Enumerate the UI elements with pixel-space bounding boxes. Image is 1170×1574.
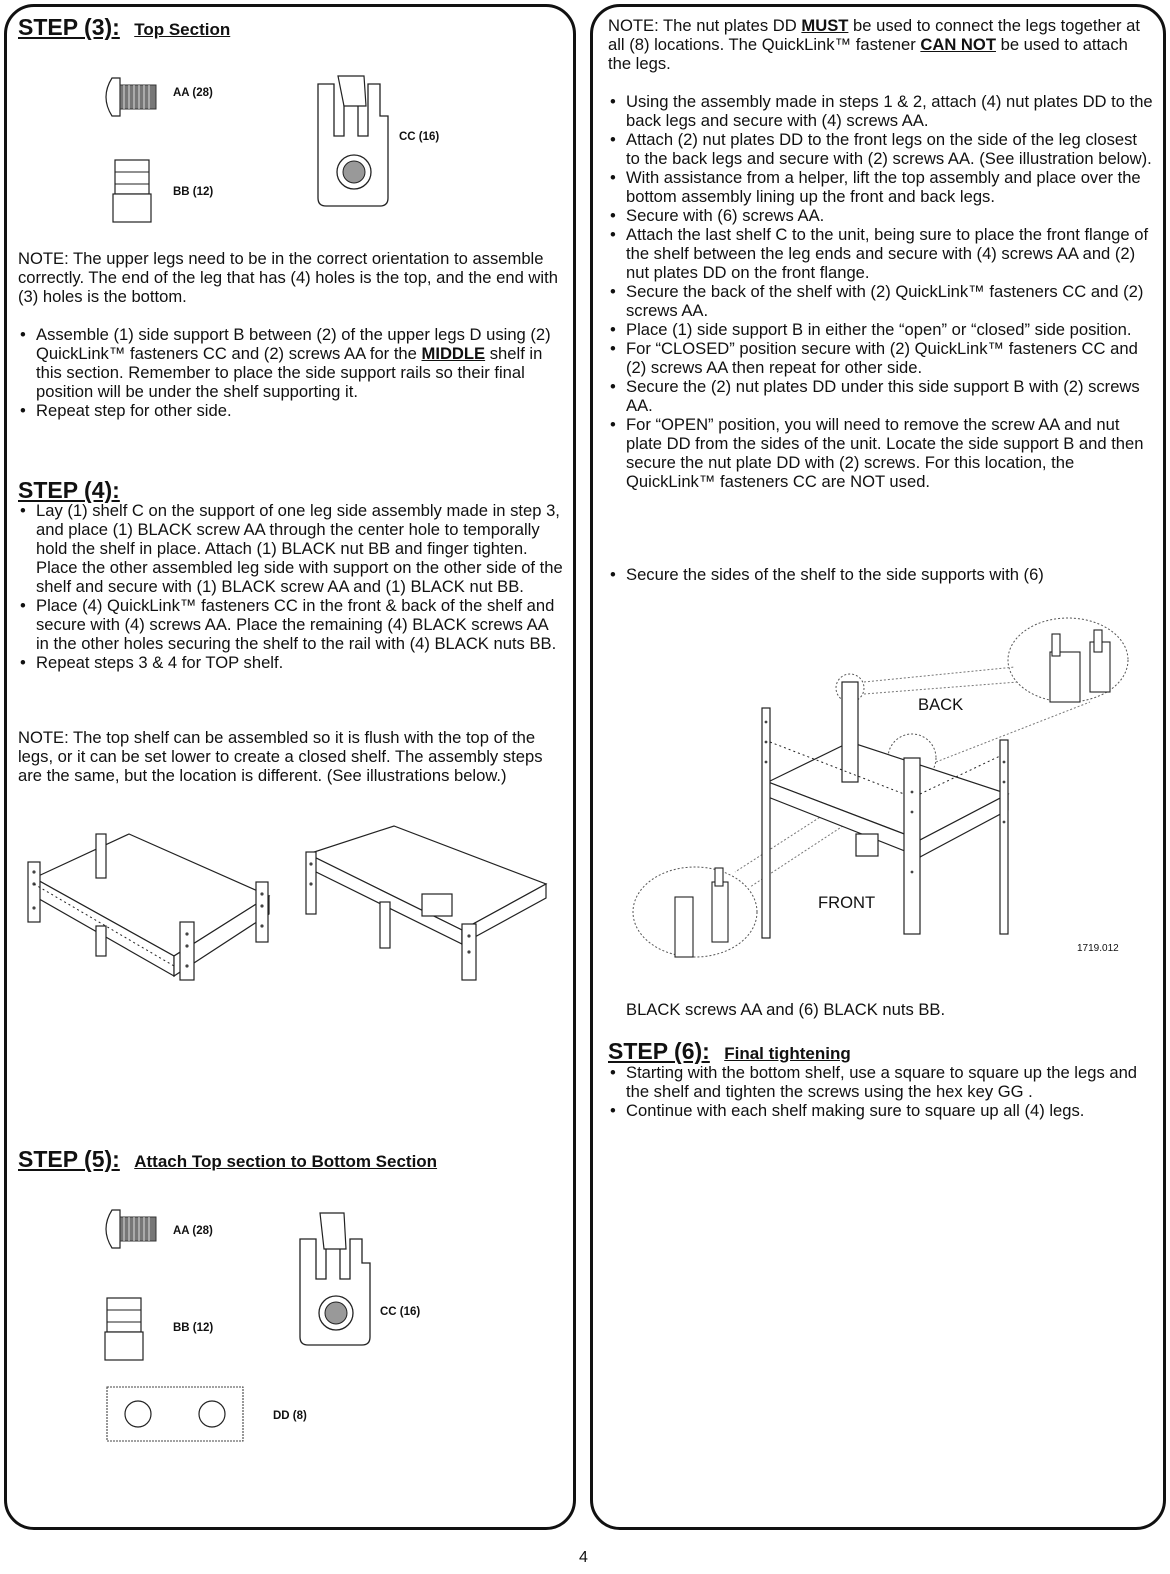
step3-subtitle: Top Section	[134, 20, 231, 39]
step3-bullet-1-part-b: shelf in this section. Remember to place the side support rails so their final position will be under the shelf supporting it.	[36, 344, 543, 401]
step5-instructions	[608, 92, 1153, 491]
part-label-aa: AA (28)	[173, 87, 213, 99]
part-label-bb-step5: BB (12)	[173, 1322, 214, 1334]
step3-instructions	[18, 325, 563, 420]
quicklink-cc-illustration	[314, 76, 394, 211]
middle-emphasis: MIDDLE	[421, 344, 486, 363]
step4-note	[18, 728, 563, 785]
step5-bullet-1: • Using the assembly made in steps 1 & 2, attach (4) nut plates DD to the back legs and secure with (4) screws AA.	[608, 92, 1153, 130]
step6-bullet-2: • Continue with each shelf making sure to square up all (4) legs.	[608, 1101, 1153, 1120]
step4-bullet-1: • Lay (1) shelf C on the support of one leg side assembly made in step 3, and place (1) BLACK screw AA through the center hole to temporally hold the shelf in place. Attach (1) BLACK nut BB and finger tighten. Place the other assembled leg side with support on the other side of the shelf and secure with (1) BLACK screw AA and (1) BLACK nut BB.	[18, 501, 563, 596]
step3-heading	[18, 14, 230, 41]
step6-title: STEP (6):	[608, 1038, 710, 1064]
shelf-lowered-illustration	[24, 826, 274, 986]
step4-bullet-3: • Repeat steps 3 & 4 for TOP shelf.	[18, 653, 563, 672]
step3-bullet-1	[18, 325, 563, 401]
step3-note-text: NOTE: The upper legs need to be in the correct orientation to assemble correctly. The end of the leg that has (4) holes is the top, and the end with (3) holes is the bottom.	[18, 249, 558, 306]
step4-instructions	[18, 501, 563, 672]
step5-bullet-2: • Attach (2) nut plates DD to the front legs on the side of the leg closest to the back legs and secure with (2) screws AA. (See illustration below).	[608, 130, 1153, 168]
step4-title: STEP (4):	[18, 477, 120, 503]
screw-aa-illustration-step5	[100, 1208, 160, 1250]
step6-subtitle: Final tightening	[724, 1044, 851, 1063]
nut-plate-note-part-c: be used to attach the legs.	[608, 35, 1128, 73]
shelf-flush-illustration	[302, 824, 552, 954]
step3-title: STEP (3):	[18, 14, 120, 40]
nut-plate-note-part-a: NOTE: The nut plates DD	[608, 16, 797, 35]
step5-bullet-8: • For “CLOSED” position secure with (2) QuickLink™ fasteners CC and (2) screws AA then repeat for other side.	[608, 339, 1153, 377]
quicklink-cc-illustration-step5	[296, 1213, 376, 1348]
part-label-dd: DD (8)	[273, 1410, 307, 1422]
front-label: FRONT	[818, 893, 876, 912]
figure-code: 1719.012	[1077, 943, 1119, 954]
step4-note-text: NOTE: The top shelf can be assembled so it is flush with the top of the legs, or it can be set lower to create a closed shelf. The assembly steps are the same, but the location is different. (See illustrations below.)	[18, 728, 543, 785]
step5-bullet-10: • For “OPEN” position, you will need to remove the screw AA and nut plate DD from the sides of the unit. Locate the side support B and then secure the nut plate DD with (2) screws. For this location, the QuickLink™ fasteners CC are NOT used.	[608, 415, 1153, 491]
back-label: BACK	[918, 695, 964, 714]
part-label-bb: BB (12)	[173, 186, 214, 198]
step5-bullet-7: • Place (1) side support B in either the “open” or “closed” side position.	[608, 320, 1153, 339]
step3-bullet-2: • Repeat step for other side.	[18, 401, 563, 420]
step4-heading	[18, 477, 120, 504]
step3-note	[18, 249, 563, 306]
step5-last-bullet	[608, 565, 1153, 584]
nut-bb-illustration-step5	[105, 1296, 145, 1364]
nut-bb-illustration	[113, 158, 153, 226]
assembly-illustration	[620, 612, 1150, 952]
step5-title: STEP (5):	[18, 1146, 120, 1172]
part-label-cc: CC (16)	[399, 131, 440, 143]
step6-heading	[608, 1038, 851, 1065]
step6-bullet-1: • Starting with the bottom shelf, use a square to square up the legs and the shelf and tighten the screws using the hex key GG .	[608, 1063, 1153, 1101]
step5-subtitle: Attach Top section to Bottom Section	[134, 1152, 438, 1171]
step3-bullet-1-part-a: Assemble (1) side support B between (2) of the upper legs D using (2) QuickLink™ fasteners CC and (2) screws AA for the	[36, 325, 551, 363]
continuation-text: BLACK screws AA and (6) BLACK nuts BB.	[626, 1000, 946, 1019]
part-label-cc-step5: CC (16)	[380, 1306, 421, 1318]
step5-bullet-5: • Attach the last shelf C to the unit, being sure to place the front flange of the shelf between the leg ends and secure with (4) screws AA and (2) nut plates DD on the front flange.	[608, 225, 1153, 282]
must-emphasis: MUST	[801, 16, 849, 35]
step5-heading	[18, 1146, 437, 1173]
step4-bullet-2: • Place (4) QuickLink™ fasteners CC in the front & back of the shelf and secure with (4) screws AA. Place the remaining (4) BLACK screws AA in the other holes securing the shelf to the rail with (4) BLACK nuts BB.	[18, 596, 563, 653]
step5-bullet-11: • Secure the sides of the shelf to the side supports with (6)	[608, 565, 1153, 584]
part-label-aa-step5: AA (28)	[173, 1225, 213, 1237]
step5-bullet-4: • Secure with (6) screws AA.	[608, 206, 1153, 225]
step6-instructions	[608, 1063, 1153, 1120]
nut-plate-dd-illustration	[106, 1386, 246, 1444]
screw-aa-illustration	[100, 76, 160, 118]
nut-plate-note	[608, 16, 1153, 73]
step5-bullet-9: • Secure the (2) nut plates DD under this side support B with (2) screws AA.	[608, 377, 1153, 415]
step5-bullet-6: • Secure the back of the shelf with (2) QuickLink™ fasteners CC and (2) screws AA.	[608, 282, 1153, 320]
cannot-emphasis: CAN NOT	[920, 35, 996, 54]
step5-bullet-3: • With assistance from a helper, lift the top assembly and place over the bottom assembly lining up the front and back legs.	[608, 168, 1153, 206]
page-number: 4	[579, 1549, 588, 1566]
nut-plate-note-part-b: be used to connect the legs together at all (8) locations. The QuickLink™ fastener	[608, 16, 1140, 54]
